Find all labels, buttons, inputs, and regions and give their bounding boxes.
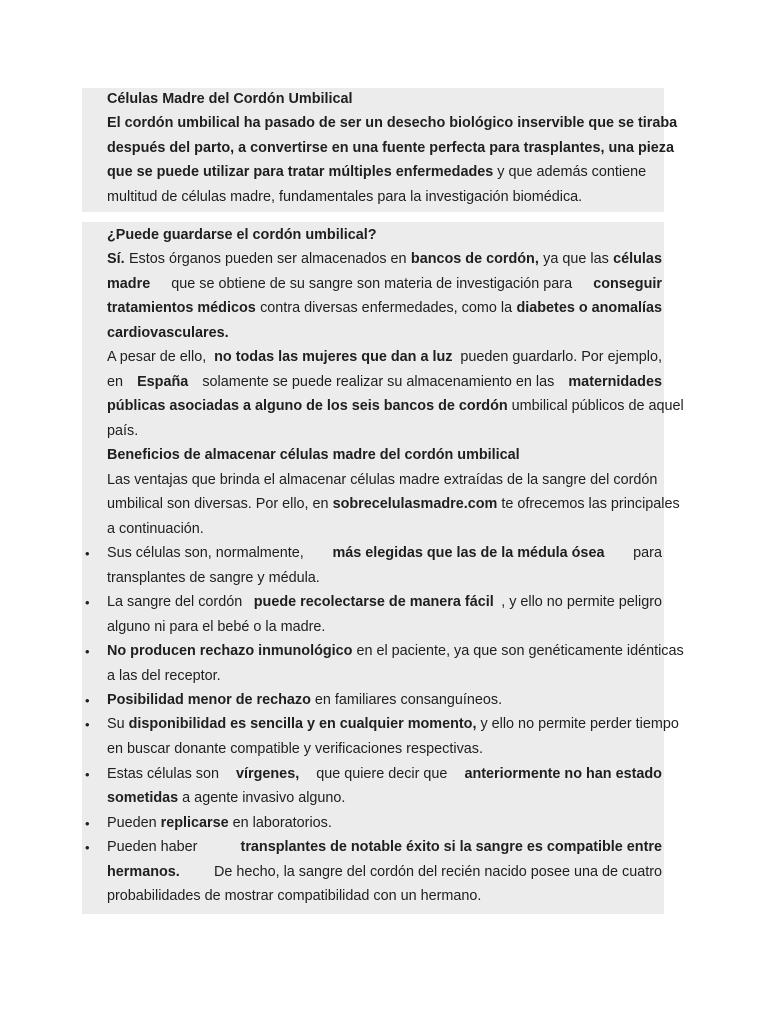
p2-line-1: A pesar de ello, no todas las mujeres que dan a luz pueden guardarlo. Por ejemplo,: [107, 349, 662, 365]
page-title: Células Madre del Cordón Umbilical: [107, 91, 353, 107]
p2-line-2: en España solamente se puede realizar su almacenamiento en las maternidades: [107, 374, 662, 390]
item-6-line-2: sometidas a agente invasivo alguno.: [107, 790, 346, 806]
item-8-line-3: probabilidades de mostrar compatibilidad con un hermano.: [107, 888, 482, 904]
intro-line-2: después del parto, a convertirse en una fuente perfecta para trasplantes, una pieza: [107, 140, 675, 156]
item-5-line-2: en buscar donante compatible y verificaciones respectivas.: [107, 741, 483, 757]
item-6-line-1: Estas células son vírgenes, que quiere decir que anteriormente no han estado: [107, 766, 662, 782]
p3-line-2: umbilical son diversas. Por ello, en sobrecelulasmadre.com te ofrecemos las principales: [107, 496, 680, 512]
bullet-8: •: [85, 840, 90, 855]
p3-line-1: Las ventajas que brinda el almacenar células madre extraídas de la sangre del cordón: [107, 472, 658, 488]
item-3-line-2: a las del receptor.: [107, 668, 221, 684]
item-1-line-1: Sus células son, normalmente, más elegidas que las de la médula ósea para: [107, 545, 662, 561]
item-8-line-2: hermanos. De hecho, la sangre del cordón del recién nacido posee una de cuatro: [107, 864, 662, 880]
item-3-line-1: No producen rechazo inmunológico en el paciente, ya que son genéticamente idénticas: [107, 643, 684, 659]
benefits-heading: Beneficios de almacenar células madre del cordón umbilical: [107, 447, 520, 463]
bullet-7: •: [85, 816, 90, 831]
bullet-5: •: [85, 717, 90, 732]
bullet-3: •: [85, 644, 90, 659]
bullet-1: •: [85, 546, 90, 561]
item-4-line-1: Posibilidad menor de rechazo en familiares consanguíneos.: [107, 692, 503, 708]
intro-line-1: El cordón umbilical ha pasado de ser un desecho biológico inservible que se tiraba: [107, 115, 678, 131]
p1-line-2: madre que se obtiene de su sangre son materia de investigación para conseguir: [107, 276, 662, 292]
bullet-6: •: [85, 767, 90, 782]
item-2-line-1: La sangre del cordón puede recolectarse de manera fácil , y ello no permite peligro: [107, 594, 662, 610]
item-2-line-2: alguno ni para el bebé o la madre.: [107, 619, 326, 635]
p1-line-1: Sí. Estos órganos pueden ser almacenados en bancos de cordón, ya que las células: [107, 251, 662, 267]
item-1-line-2: transplantes de sangre y médula.: [107, 570, 320, 586]
item-8-line-1: Pueden haber transplantes de notable éxito si la sangre es compatible entre: [107, 839, 662, 855]
p3-line-3: a continuación.: [107, 521, 204, 537]
bullet-2: •: [85, 595, 90, 610]
item-7-line-1: Pueden replicarse en laboratorios.: [107, 815, 332, 831]
bullet-4: •: [85, 693, 90, 708]
p1-line-4: cardiovasculares.: [107, 325, 229, 341]
p2-line-3: públicas asociadas a alguno de los seis bancos de cordón umbilical públicos de aquel: [107, 398, 684, 414]
item-5-line-1: Su disponibilidad es sencilla y en cualquier momento, y ello no permite perder tiempo: [107, 716, 679, 732]
p2-line-4: país.: [107, 423, 139, 439]
p1-line-3: tratamientos médicos contra diversas enfermedades, como la diabetes o anomalías: [107, 300, 662, 316]
intro-line-3: que se puede utilizar para tratar múltiples enfermedades y que además contiene: [107, 164, 647, 180]
intro-line-4: multitud de células madre, fundamentales para la investigación biomédica.: [107, 189, 583, 205]
question-heading: ¿Puede guardarse el cordón umbilical?: [107, 227, 377, 243]
